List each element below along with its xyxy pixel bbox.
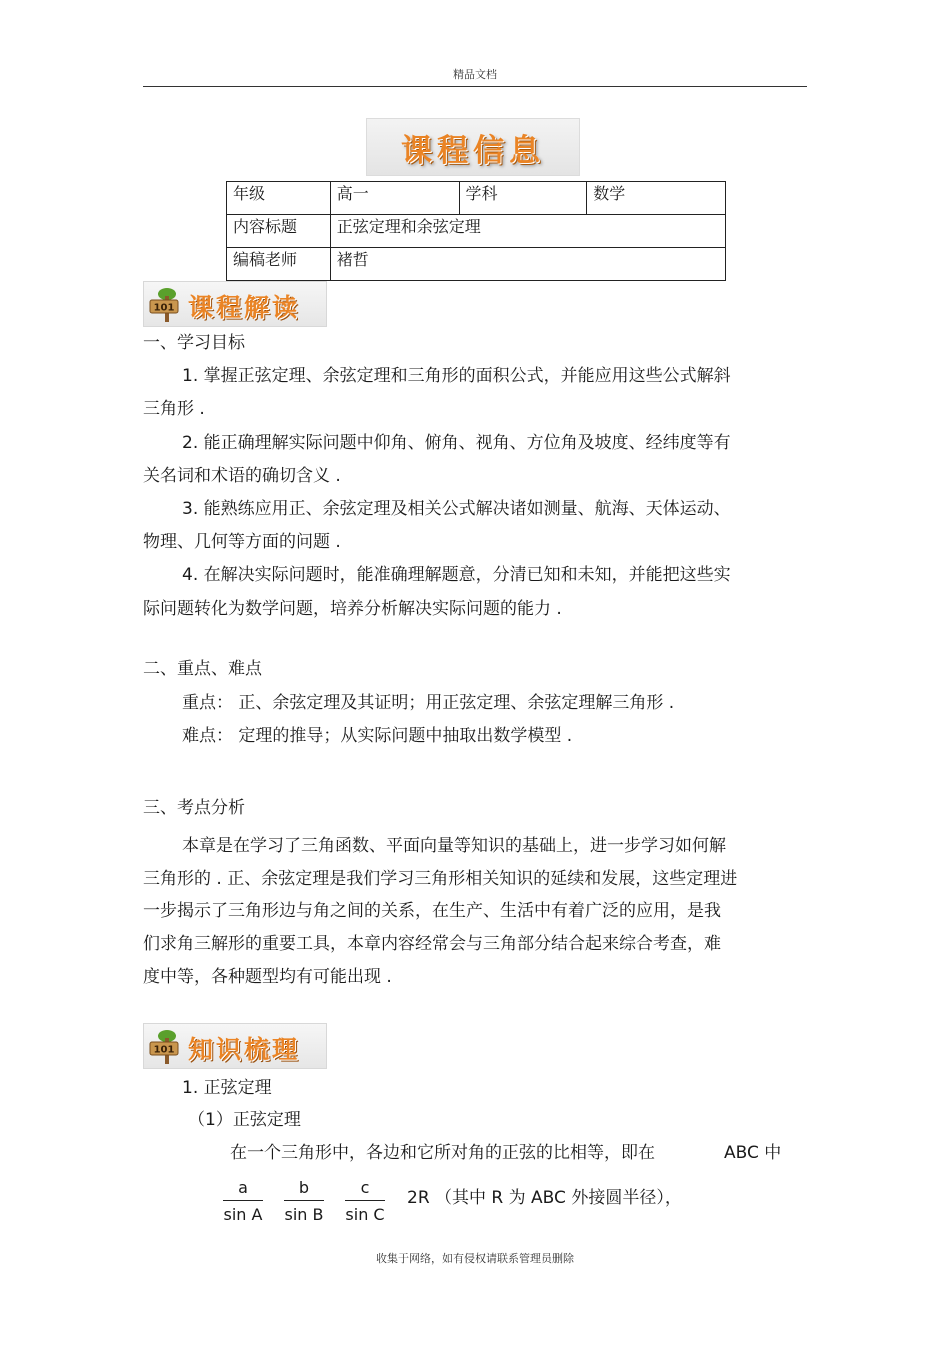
fraction-denominator: sin C <box>345 1205 385 1224</box>
page-footer: 收集于网络，如有侵权请联系管理员删除 <box>376 1252 574 1265</box>
objective-3-line2: 物理、几何等方面的问题 . <box>143 532 341 552</box>
objective-4-line1: 4. 在解决实际问题时，能准确理解题意，分清已知和未知，并能把这些实 <box>182 565 731 585</box>
objective-1-line2: 三角形 . <box>143 399 205 419</box>
table-row <box>227 182 726 215</box>
table-cell: 正弦定理和余弦定理 <box>330 215 725 248</box>
objectives-heading: 一、学习目标 <box>143 333 245 353</box>
table-cell: 数学 <box>587 182 726 215</box>
fraction-bar <box>345 1200 385 1201</box>
section-banner-title: 课程解读 <box>188 293 301 322</box>
table-cell: 编稿老师 <box>227 248 331 281</box>
fraction-c-over-sinC <box>343 1178 387 1225</box>
signpost-label: 101 <box>153 1044 175 1056</box>
table-row <box>227 215 726 248</box>
table-cell: 年级 <box>227 182 331 215</box>
signpost-icon <box>148 1028 186 1066</box>
fraction-denominator: sin B <box>284 1205 324 1224</box>
key-points-heading: 二、重点、难点 <box>143 659 262 679</box>
objective-4-line2: 际问题转化为数学问题，培养分析解决实际问题的能力 . <box>143 599 562 619</box>
objective-1-line1: 1. 掌握正弦定理、余弦定理和三角形的面积公式，并能应用这些公式解斜 <box>182 366 731 386</box>
signpost-label: 101 <box>153 302 175 314</box>
fraction-bar <box>284 1200 324 1201</box>
fraction-numerator: c <box>360 1178 370 1197</box>
analysis-heading: 三、考点分析 <box>143 798 245 818</box>
course-info-title: 课程信息 <box>401 132 545 169</box>
sine-law-statement: 在一个三角形中，各边和它所对角的正弦的比相等，即在 <box>230 1143 655 1163</box>
table-cell: 学科 <box>459 182 587 215</box>
page-header: 精品文档 <box>453 68 497 81</box>
objective-3-line1: 3. 能熟练应用正、余弦定理及相关公式解决诸如测量、航海、天体运动、 <box>182 499 731 519</box>
fraction-bar <box>223 1200 263 1201</box>
analysis-line: 度中等，各种题型均有可能出现 . <box>143 967 392 987</box>
section-banner-explain <box>143 281 327 327</box>
sine-law-formula-tail: 2R （其中 R 为 ABC 外接圆半径）， <box>407 1188 682 1208</box>
fraction-denominator: sin A <box>223 1205 263 1224</box>
fraction-b-over-sinB <box>282 1178 326 1225</box>
knowledge-sub-1: （1）正弦定理 <box>188 1110 301 1130</box>
analysis-line: 本章是在学习了三角函数、平面向量等知识的基础上，进一步学习如何解 <box>182 836 726 856</box>
table-cell: 高一 <box>330 182 459 215</box>
section-banner-title: 知识梳理 <box>188 1035 301 1064</box>
fraction-numerator: b <box>298 1178 310 1197</box>
course-info-banner <box>366 118 580 176</box>
objective-2-line2: 关名词和术语的确切含义 . <box>143 466 341 486</box>
analysis-line: 们求角三解形的重要工具，本章内容经常会与三角部分结合起来综合考查，难 <box>143 934 721 954</box>
fraction-a-over-sinA <box>221 1178 265 1225</box>
sine-law-statement-tail: ABC 中 <box>724 1143 782 1163</box>
knowledge-item-1: 1. 正弦定理 <box>182 1078 272 1098</box>
table-row <box>227 248 726 281</box>
fraction-numerator: a <box>238 1178 248 1197</box>
analysis-line: 一步揭示了三角形边与角之间的关系，在生产、生活中有着广泛的应用，是我 <box>143 901 721 921</box>
signpost-icon <box>148 286 186 324</box>
analysis-line: 三角形的 . 正、余弦定理是我们学习三角形相关知识的延续和发展，这些定理进 <box>143 869 738 889</box>
difficult-point-text: 难点： 定理的推导；从实际问题中抽取出数学模型 . <box>182 726 573 746</box>
section-banner-knowledge <box>143 1023 327 1069</box>
table-cell: 褚哲 <box>330 248 725 281</box>
objective-2-line1: 2. 能正确理解实际问题中仰角、俯角、视角、方位角及坡度、经纬度等有 <box>182 433 731 453</box>
key-point-text: 重点： 正、余弦定理及其证明；用正弦定理、余弦定理解三角形 . <box>182 693 675 713</box>
header-divider <box>143 86 807 87</box>
course-info-table <box>226 181 726 281</box>
table-cell: 内容标题 <box>227 215 331 248</box>
